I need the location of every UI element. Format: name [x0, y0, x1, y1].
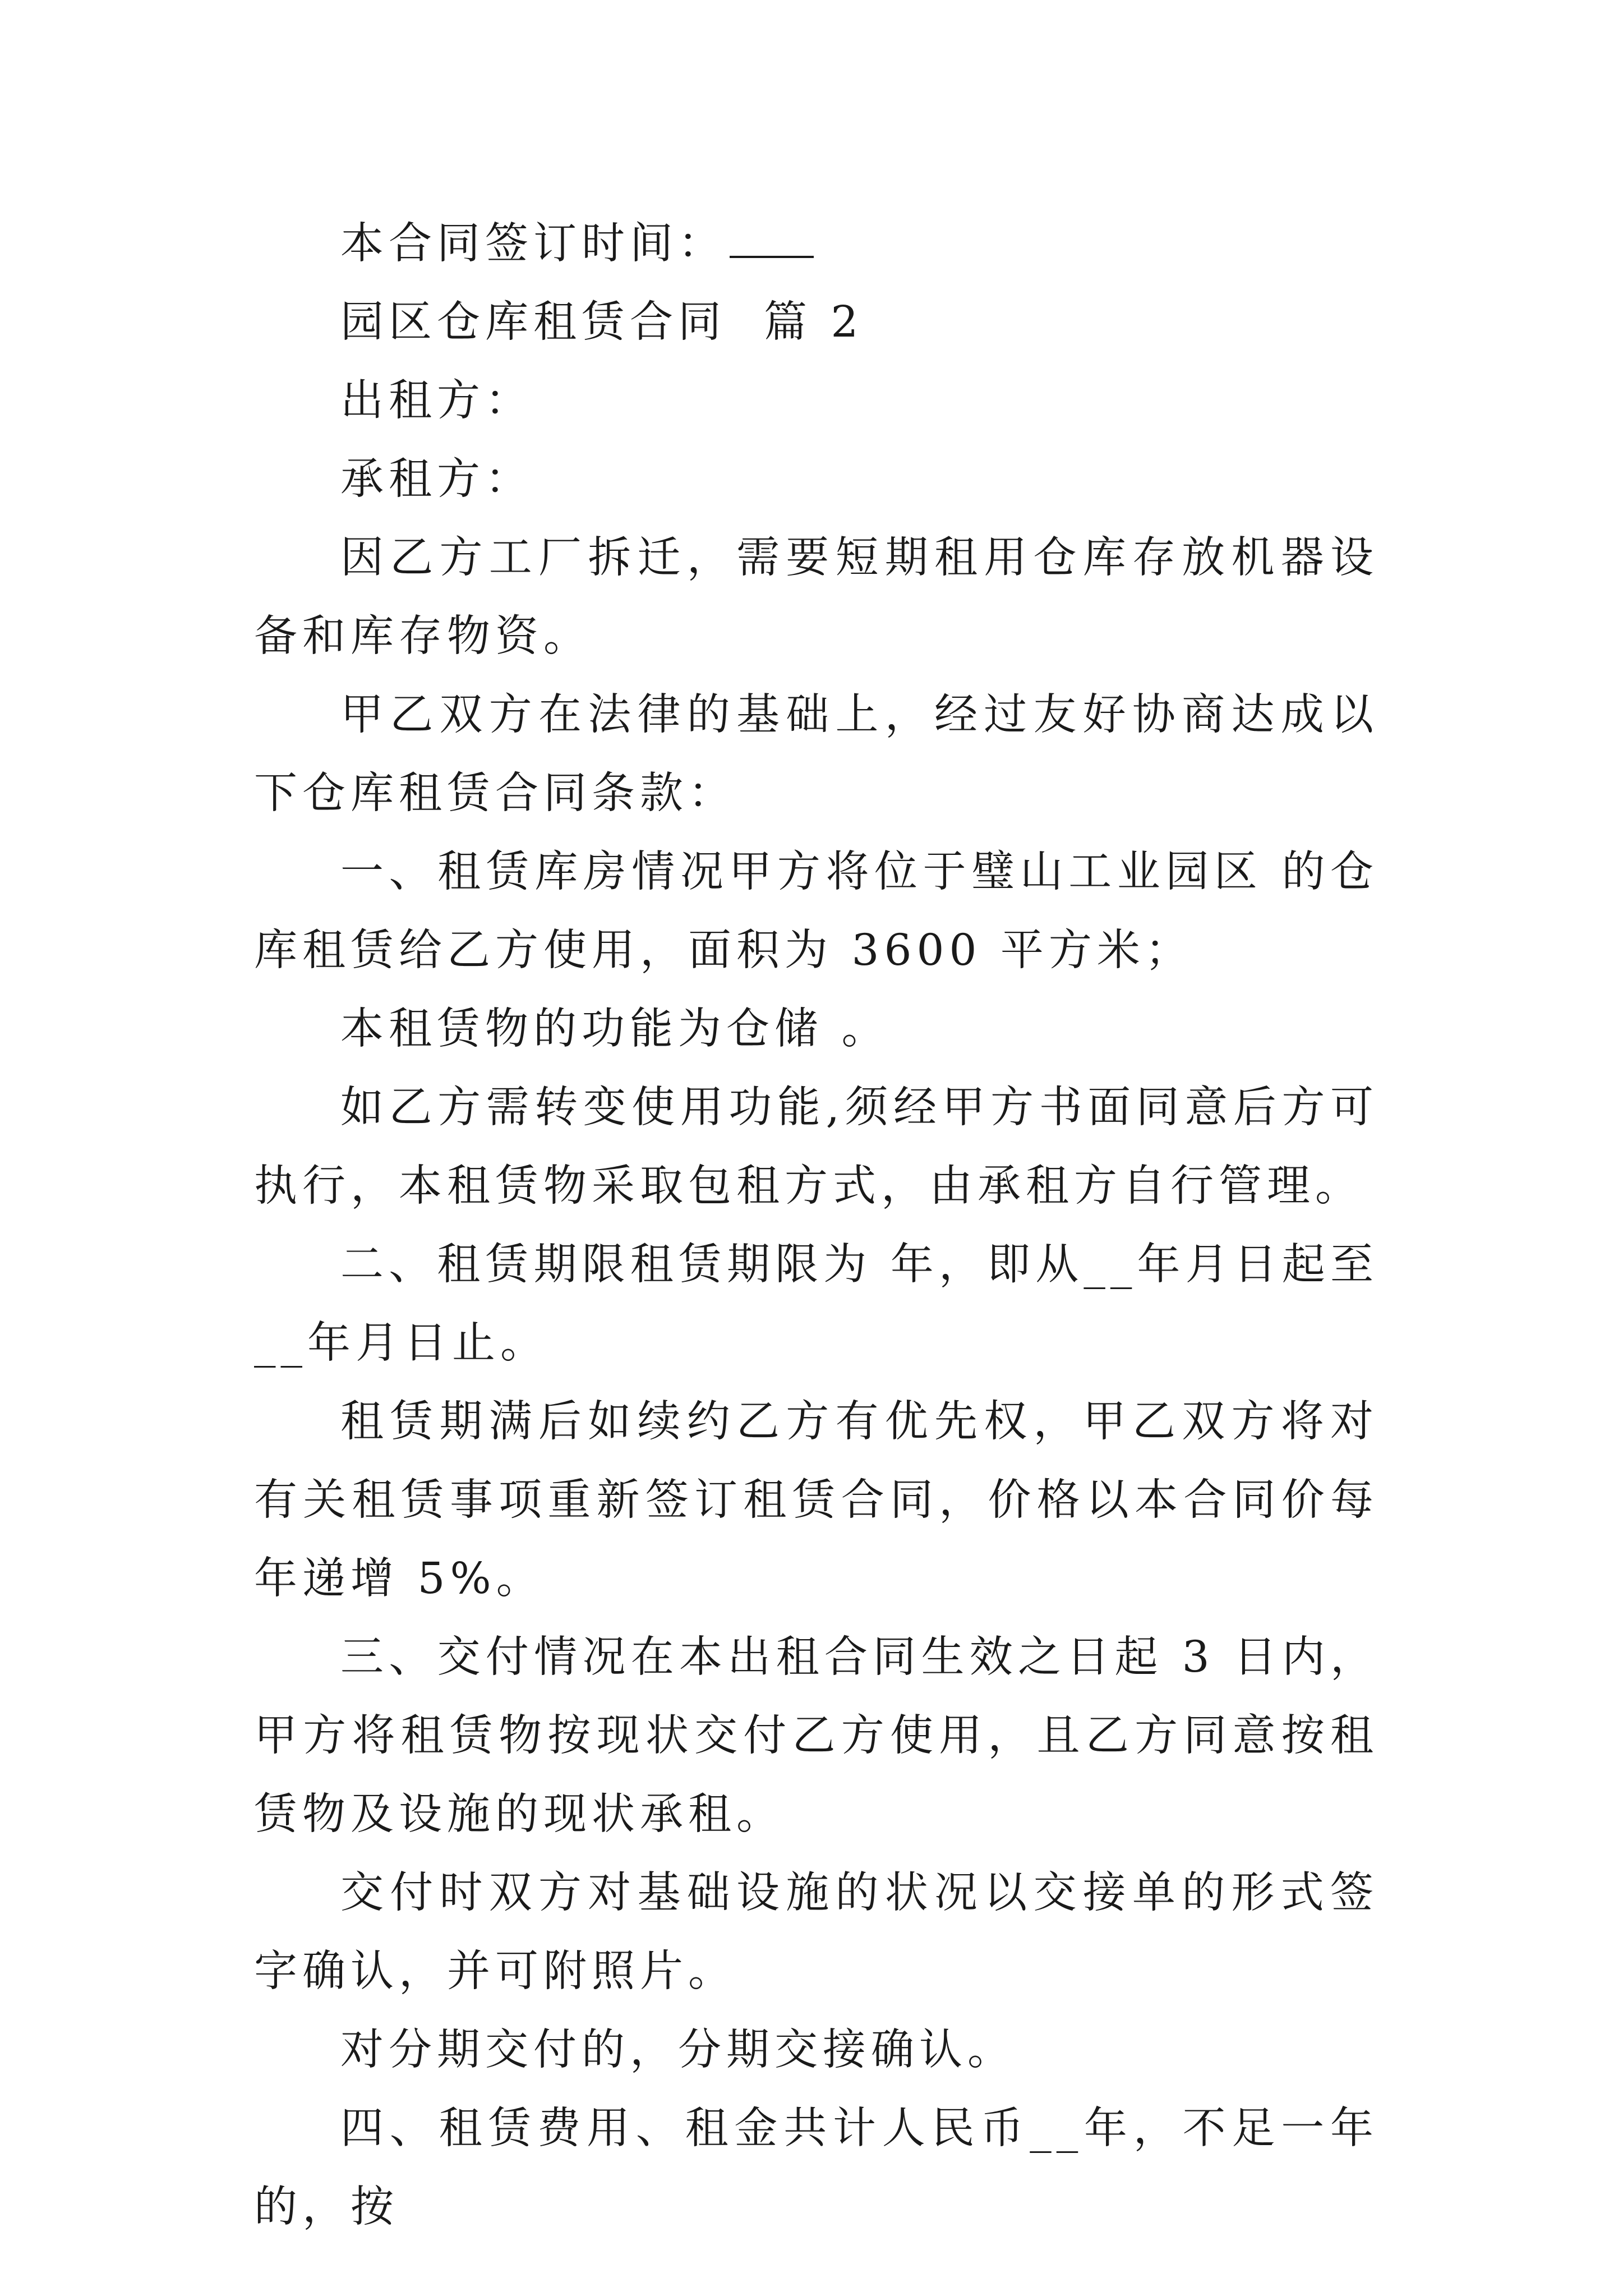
paragraph-renewal: 租赁期满后如续约乙方有优先权，甲乙双方将对有关租赁事项重新签订租赁合同，价格以本合同价每年递增 5%。	[254, 1397, 1378, 1604]
paragraph-agreement: 甲乙双方在法律的基础上，经过友好协商达成以下仓库租赁合同条款：	[254, 690, 1378, 818]
paragraph-clause-3: 三、交付情况在本出租合同生效之日起 3 日内，甲方将租赁物按现状交付乙方使用，且乙方同意按租赁物及设施的现状承租。	[254, 1632, 1378, 1839]
paragraph-handover: 交付时双方对基础设施的状况以交接单的形式签字确认，并可附照片。	[254, 1868, 1378, 1996]
lessor-label: 出租方：	[340, 376, 533, 426]
contract-text	[254, 205, 1378, 2247]
sign-date-line	[254, 205, 1378, 283]
paragraph-relocation: 因乙方工厂拆迁，需要短期租用仓库存放机器设备和库存物资。	[254, 533, 1378, 661]
contract-title: 园区仓库租赁合同 篇 2	[340, 297, 864, 347]
sign-date-label: 本合同签订时间：	[340, 219, 726, 269]
paragraph-function: 本租赁物的功能为仓储 。	[340, 1004, 890, 1054]
lessee-label: 承租方：	[340, 454, 533, 504]
sign-date-blank	[730, 222, 814, 258]
paragraph-staged-delivery: 对分期交付的，分期交接确认。	[340, 2025, 1016, 2075]
paragraph-clause-1: 一、租赁库房情况甲方将位于璧山工业园区 的仓库租赁给乙方使用，面积为 3600 平方米；	[254, 847, 1378, 976]
paragraph-clause-4: 四、租赁费用、租金共计人民币__年，不足一年的，按	[254, 2104, 1378, 2232]
paragraph-usage-change: 如乙方需转变使用功能,须经甲方书面同意后方可执行，本租赁物采取包租方式，由承租方自行管理。	[254, 1083, 1378, 1211]
paragraph-clause-2: 二、租赁期限租赁期限为 年，即从__年月日起至__年月日止。	[254, 1240, 1378, 1368]
